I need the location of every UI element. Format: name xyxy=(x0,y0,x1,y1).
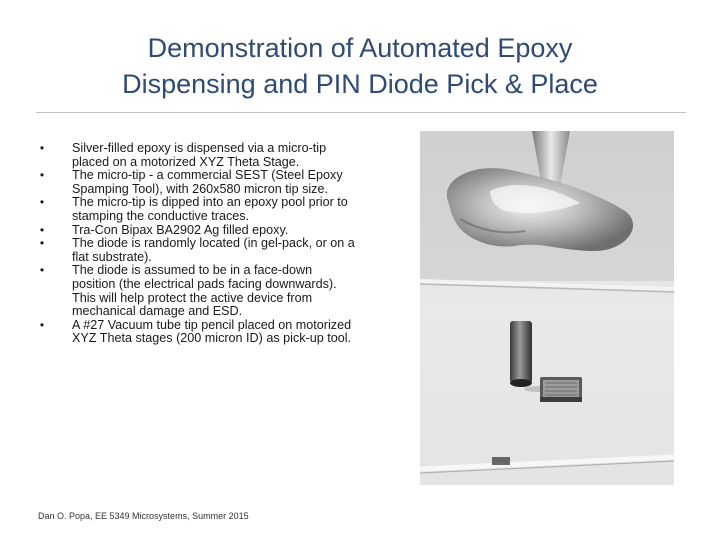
micro-assembly-photo xyxy=(420,131,674,485)
bullet-dot: • xyxy=(39,222,45,237)
bullet-text: The micro-tip is dipped into an epoxy pool prior to stamping the conductive traces. xyxy=(72,195,348,223)
bullet-dot: • xyxy=(39,141,45,155)
bullet-item xyxy=(36,196,356,223)
bullet-text: The micro-tip - a commercial SEST (Steel Epoxy Spamping Tool), with 260x580 micron tip size. xyxy=(72,168,343,196)
bullet-text: A #27 Vacuum tube tip pencil placed on motorized XYZ Theta stages (200 micron ID) as pick-up tool. xyxy=(72,317,352,346)
bullet-text: The diode is assumed to be in a face-down position (the electrical pads facing downwards). This will help protect the active device from mechanical damage and ESD. xyxy=(72,263,337,319)
slide-title xyxy=(40,30,680,102)
vacuum-pin xyxy=(510,321,532,383)
title-line-1: Demonstration of Automated Epoxy xyxy=(147,33,573,63)
bullet-dot: • xyxy=(39,168,45,183)
bullet-item xyxy=(36,169,356,196)
trace-shadow-mark xyxy=(492,457,510,465)
bullet-text: Silver-filled epoxy is dispensed via a micro-tip placed on a motorized XYZ Theta Stage. xyxy=(72,141,327,169)
bullet-text: Tra-Con Bipax BA2902 Ag filled epoxy. xyxy=(72,222,289,237)
bullet-list xyxy=(36,142,356,346)
bullet-item xyxy=(36,237,356,264)
title-divider xyxy=(36,112,686,113)
bullet-dot: • xyxy=(39,263,45,278)
bullet-dot: • xyxy=(39,195,45,210)
bullet-dot: • xyxy=(39,317,45,332)
bullet-item xyxy=(36,142,356,169)
bullet-item xyxy=(36,319,356,346)
title-line-2: Dispensing and PIN Diode Pick & Place xyxy=(122,69,598,99)
pin-diode-chip xyxy=(540,377,582,402)
slide-footer: Dan O. Popa, EE 5349 Microsystems, Summer 2015 xyxy=(38,511,249,521)
bullet-item xyxy=(36,224,356,238)
bullet-text: The diode is randomly located (in gel-pack, or on a flat substrate). xyxy=(72,236,355,264)
bullet-dot: • xyxy=(39,236,45,251)
bullet-item xyxy=(36,264,356,318)
